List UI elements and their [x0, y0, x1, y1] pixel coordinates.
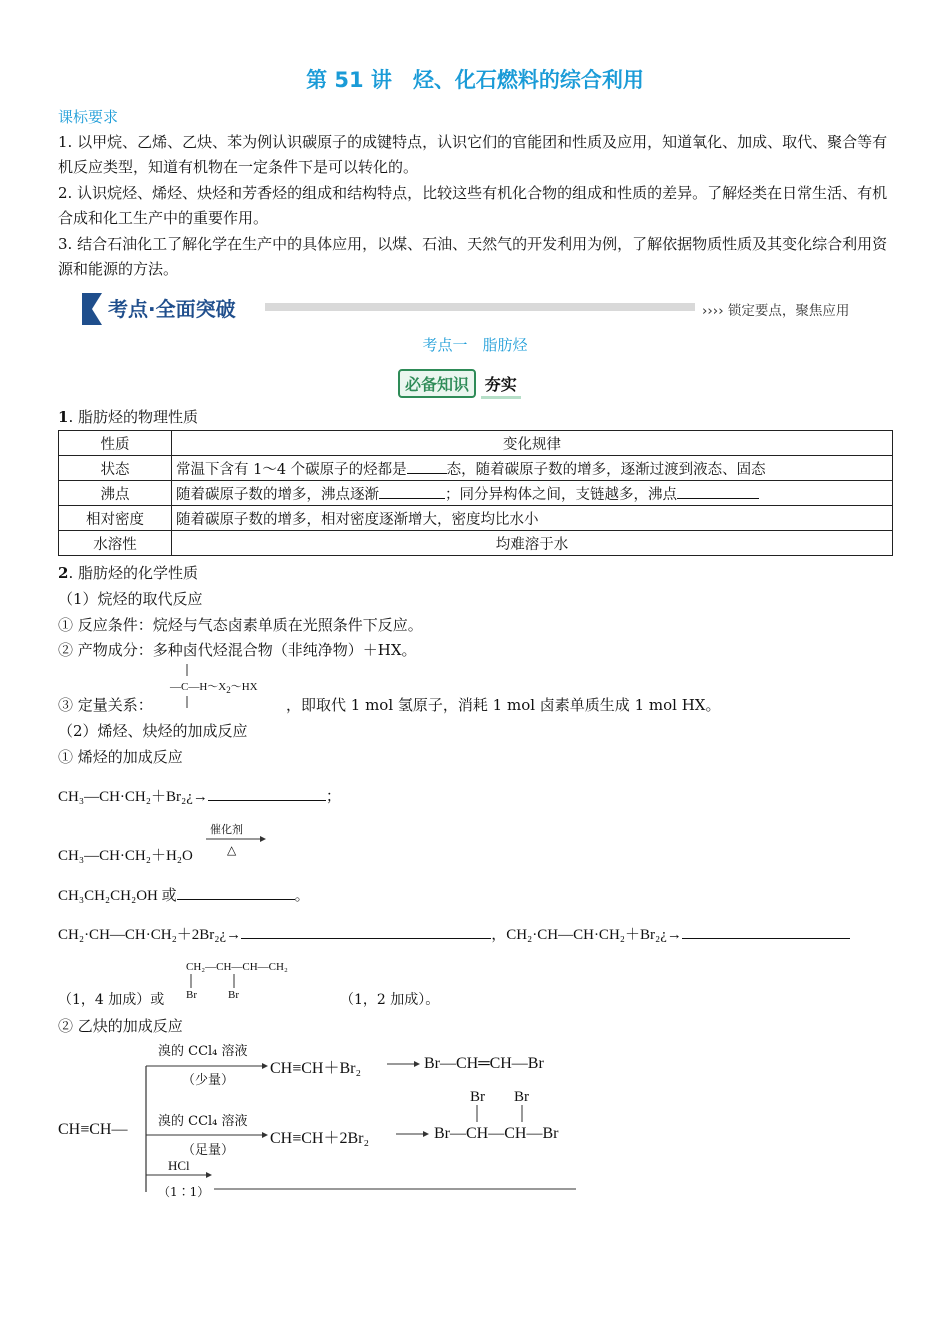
answer-blank[interactable]	[241, 924, 491, 939]
curriculum-item-1: 1. 以甲烷、乙烯、乙炔、苯为例认识碳原子的成键特点，认识它们的官能团和性质及应用，知道氧化、加成、取代、聚合等有机反应类型，知道有机物在一定条件下是可以转化的。	[58, 133, 888, 176]
table-cell-rule	[172, 456, 893, 481]
product-composition: ② 产物成分：多种卤代烃混合物（非纯净物）＋HX。	[58, 641, 417, 659]
banner-divider	[265, 303, 695, 311]
formula-text: —C—H～X	[170, 681, 227, 693]
table-cell-property: 相对密度	[59, 506, 172, 531]
reaction-propene-br2	[58, 785, 341, 806]
branch1-condition-top: 溴的 CCl₄ 溶液	[158, 1044, 248, 1059]
answer-blank[interactable]	[208, 786, 326, 801]
table-cell-rule: 随着碳原子数的增多，相对密度逐渐增大，密度均比水小	[172, 506, 893, 531]
addition-14-label: （1，4 加成）或	[58, 992, 165, 1008]
alkane-substitution-heading: （1）烷烃的取代反应	[58, 590, 203, 608]
formula-text: ～HX	[230, 681, 258, 693]
s2-heading	[58, 562, 198, 583]
table-header: 变化规律	[172, 431, 893, 456]
reaction-end: ；	[325, 789, 341, 805]
curriculum-item-2: 2. 认识烷烃、烯烃、炔烃和芳香烃的组成和结构特点，比较这些有机化合物的组成和性质的差异。了解烃类在日常生活、有机合成和化工生产中的重要作用。	[58, 184, 888, 227]
quant-relation-suffix: ，即取代 1 mol 氢原子，消耗 1 mol 卤素单质生成 1 mol HX。	[286, 696, 721, 714]
banner-bracket-icon	[82, 293, 102, 325]
bond-lines	[183, 664, 191, 712]
badge-plain: 夯实	[481, 371, 521, 399]
banner-title: 考点·全面突破	[108, 297, 236, 321]
s1-title: . 脂肪烃的物理性质	[68, 408, 198, 426]
table-row	[59, 481, 893, 506]
s1-number: 1	[58, 408, 69, 426]
formula-sub: 2	[226, 685, 231, 696]
alkene-addition-heading: ① 烯烃的加成反应	[58, 748, 183, 766]
table-cell-rule	[172, 481, 893, 506]
section-banner	[80, 289, 880, 329]
reaction-propene-water: CH₃—CH·CH₂＋H₂O	[58, 848, 193, 864]
rule-text: 态，随着碳原子数的增多，逐渐过渡到液态、固态	[446, 461, 766, 478]
acetylene-formula: CH≡CH—	[58, 1121, 128, 1138]
reaction-product: CH₃CH₂CH₂OH 或	[58, 888, 177, 904]
table-cell-property: 水溶性	[59, 531, 172, 556]
banner-tagline: ›››› 锁定要点，聚焦应用	[702, 303, 850, 319]
branch3-condition-bottom: （1∶1）	[158, 1185, 210, 1199]
knowledge-badge	[398, 369, 521, 399]
table-cell-rule: 均难溶于水	[172, 531, 893, 556]
curriculum-heading: 课标要求	[58, 108, 119, 126]
branch3-condition-top: HCl	[168, 1158, 190, 1173]
table-header-row	[59, 431, 893, 456]
table-row	[59, 456, 893, 481]
branch1-product: Br—CH═CH—Br	[424, 1055, 544, 1072]
physical-properties-table	[58, 430, 893, 556]
answer-blank[interactable]	[682, 924, 850, 939]
curriculum-item-3: 3. 结合石油化工了解化学在生产中的具体应用，以煤、石油、天然气的开发利用为例，了解依据物质性质及其变化综合利用资源和能源的方法。	[58, 235, 888, 278]
branch2-condition-bottom: （足量）	[182, 1143, 235, 1158]
branch2-reactants: CH≡CH＋2Br₂	[270, 1130, 370, 1147]
branch1-condition-bottom: （少量）	[182, 1073, 235, 1088]
table-header: 性质	[59, 431, 172, 456]
s2-title: . 脂肪烃的化学性质	[68, 564, 198, 582]
s1-heading	[58, 406, 198, 427]
badge-boxed: 必备知识	[398, 369, 476, 398]
rule-text: 常温下含有 1～4 个碳原子的烃都是	[176, 461, 407, 478]
answer-blank[interactable]	[379, 484, 445, 499]
section-title: 考点一 脂肪烃	[422, 336, 528, 354]
reaction-end: ，	[491, 927, 507, 943]
rule-text: ；同分异构体之间，支链越多，沸点	[445, 486, 677, 503]
reaction-butadiene	[58, 923, 850, 944]
reaction-equation: CH₂·CH—CH·CH₂＋2Br₂¿→	[58, 927, 242, 943]
bromine-label: Br	[186, 989, 197, 1001]
heat-symbol: △	[227, 843, 237, 857]
addition-12-label: （1，2 加成）。	[340, 992, 440, 1008]
branch2-bromine-label: Br	[470, 1089, 485, 1105]
reaction-propanol	[58, 884, 310, 905]
reaction-equation: CH₂·CH—CH·CH₂＋Br₂¿→	[506, 927, 682, 943]
dibromobutene-structure: CH₂—CH—CH—CH₂	[186, 961, 288, 973]
bond-lines	[186, 974, 246, 988]
table-cell-property: 状态	[59, 456, 172, 481]
table-row	[59, 531, 893, 556]
reaction-condition: ① 反应条件：烷烃与气态卤素单质在光照条件下反应。	[58, 616, 423, 634]
branch2-bromine-label: Br	[514, 1089, 529, 1105]
catalyst-label: 催化剂	[210, 823, 243, 836]
branch2-product: Br—CH—CH—Br	[434, 1125, 559, 1142]
addition-heading: （2）烯烃、炔烃的加成反应	[58, 722, 248, 740]
page-title: 第 51 讲 烃、化石燃料的综合利用	[306, 68, 644, 92]
acetylene-addition-heading: ② 乙炔的加成反应	[58, 1017, 183, 1035]
answer-blank[interactable]	[407, 459, 447, 474]
table-row	[59, 506, 893, 531]
bromine-label: Br	[228, 989, 239, 1001]
s2-number: 2	[58, 564, 69, 582]
answer-blank[interactable]	[177, 885, 295, 900]
branch1-reactants: CH≡CH＋Br₂	[270, 1060, 362, 1077]
rule-text: 随着碳原子数的增多，沸点逐渐	[176, 486, 379, 503]
answer-blank[interactable]	[677, 484, 759, 499]
reaction-end: 。	[294, 888, 310, 904]
table-cell-property: 沸点	[59, 481, 172, 506]
reaction-equation: CH₃—CH·CH₂＋Br₂¿→	[58, 789, 208, 805]
quant-relation-prefix: ③ 定量关系：	[58, 696, 153, 714]
branch2-condition-top: 溴的 CCl₄ 溶液	[158, 1114, 248, 1129]
